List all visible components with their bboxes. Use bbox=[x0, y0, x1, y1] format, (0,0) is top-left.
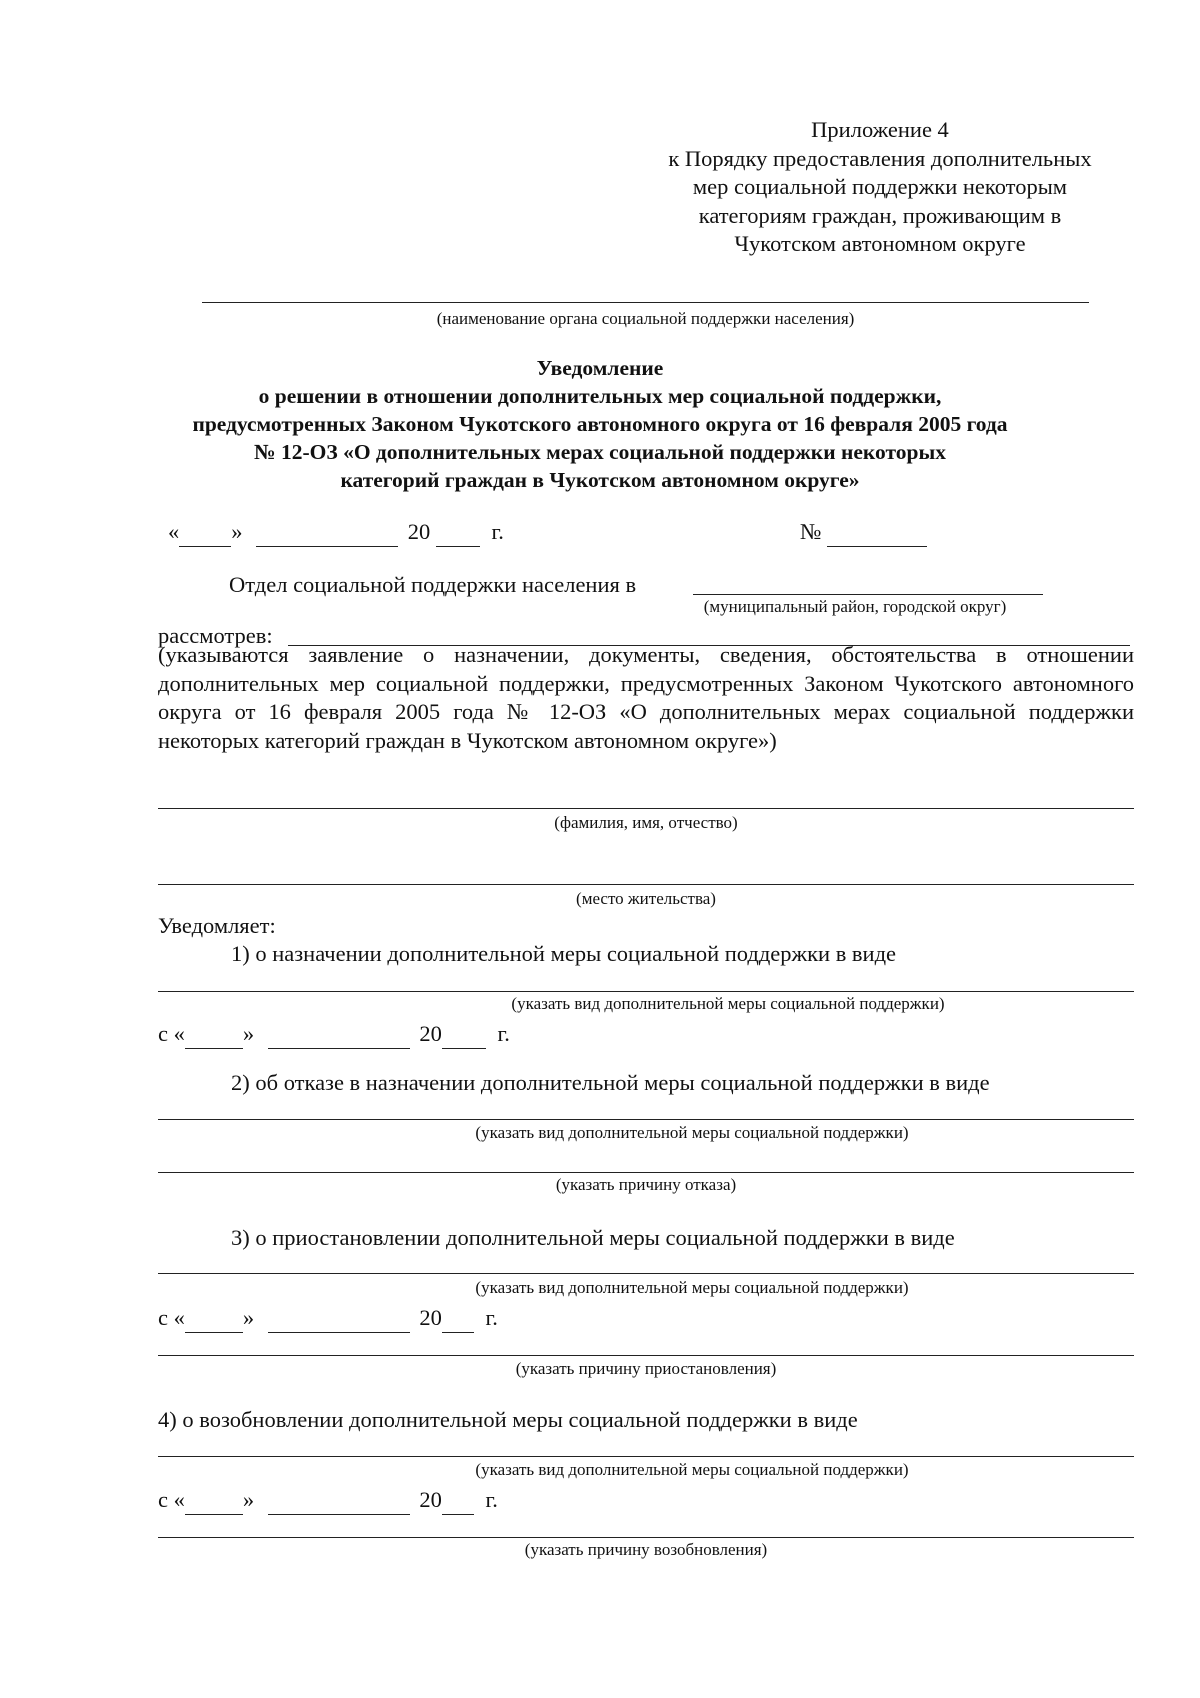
item-3-month-blank[interactable] bbox=[268, 1304, 410, 1333]
title-line-1: Уведомление bbox=[536, 356, 664, 380]
date-year-blank[interactable] bbox=[436, 518, 480, 547]
item-1-from-date bbox=[158, 1020, 510, 1049]
municipality-caption: (муниципальный район, городской округ) bbox=[703, 597, 1007, 616]
item-4-year-suffix: г. bbox=[485, 1487, 498, 1512]
item-4-measure-line[interactable] bbox=[158, 1456, 1134, 1457]
item-1-year-prefix: 20 bbox=[419, 1021, 442, 1046]
item-1-year-suffix: г. bbox=[497, 1021, 510, 1046]
item-4-year-prefix: 20 bbox=[419, 1487, 442, 1512]
item-1-month-blank[interactable] bbox=[268, 1020, 410, 1049]
appendix-line-4: категориям граждан, проживающим в bbox=[698, 202, 1062, 228]
item-4-month-blank[interactable] bbox=[268, 1486, 410, 1515]
organ-name-caption: (наименование органа социальной поддержки населения) bbox=[436, 309, 855, 328]
residence-caption: (место жительства) bbox=[576, 889, 716, 908]
department-text: Отдел социальной поддержки населения в bbox=[229, 572, 637, 597]
municipality-line[interactable] bbox=[693, 594, 1043, 595]
item-3-from-date bbox=[158, 1304, 498, 1333]
notifies-label: Уведомляет: bbox=[158, 913, 276, 938]
title-line-2: о решении в отношении дополнительных мер социальной поддержки, bbox=[258, 384, 942, 408]
item-2-measure-line[interactable] bbox=[158, 1119, 1134, 1120]
item-4-from-date bbox=[158, 1486, 498, 1515]
item-3-measure-line[interactable] bbox=[158, 1273, 1134, 1274]
item-4-year-blank[interactable] bbox=[442, 1486, 474, 1515]
appendix-line-2: к Порядку предоставления дополнительных bbox=[668, 145, 1092, 171]
item-4-day-blank[interactable] bbox=[185, 1486, 243, 1515]
item-3-from-prefix: с « bbox=[158, 1305, 185, 1330]
item-3-reason-caption: (указать причину приостановления) bbox=[515, 1359, 777, 1378]
title-line-3: предусмотренных Законом Чукотского автономного округа от 16 февраля 2005 года bbox=[192, 412, 1008, 436]
item-3-measure-caption: (указать вид дополнительной меры социальной поддержки) bbox=[475, 1278, 909, 1297]
title-line-4: № 12-ОЗ «О дополнительных мерах социальной поддержки некоторых bbox=[254, 440, 946, 464]
appendix-line-3: мер социальной поддержки некоторым bbox=[692, 174, 1068, 199]
item-1-year-blank[interactable] bbox=[442, 1020, 486, 1049]
item-3-reason-line[interactable] bbox=[158, 1355, 1134, 1356]
considered-label: рассмотрев: bbox=[158, 623, 273, 648]
item-4-reason-line[interactable] bbox=[158, 1537, 1134, 1538]
item-2-reason-line[interactable] bbox=[158, 1172, 1134, 1173]
date-open-quote: « bbox=[168, 519, 180, 544]
item-1-day-blank[interactable] bbox=[185, 1020, 243, 1049]
item-4-from-prefix: с « bbox=[158, 1487, 185, 1512]
number-sign: № bbox=[800, 519, 822, 544]
date-month-blank[interactable] bbox=[256, 518, 398, 547]
item-4-close-quote: » bbox=[242, 1487, 255, 1512]
appendix-line-1: Приложение 4 bbox=[811, 117, 949, 142]
residence-line[interactable] bbox=[158, 884, 1134, 885]
item-4-text: 4) о возобновлении дополнительной меры социальной поддержки в виде bbox=[158, 1407, 858, 1432]
date-year-suffix: г. bbox=[491, 519, 504, 544]
item-1-from-prefix: с « bbox=[158, 1021, 185, 1046]
item-3-year-blank[interactable] bbox=[442, 1304, 474, 1333]
item-4-reason-caption: (указать причину возобновления) bbox=[524, 1540, 768, 1559]
date-year-prefix: 20 bbox=[407, 519, 431, 544]
item-1-measure-caption: (указать вид дополнительной меры социальной поддержки) bbox=[511, 994, 945, 1013]
number-field bbox=[800, 518, 927, 547]
appendix-line-5: Чукотском автономном округе bbox=[734, 231, 1026, 256]
item-3-close-quote: » bbox=[242, 1305, 255, 1330]
item-2-text: 2) об отказе в назначении дополнительной меры социальной поддержки в виде bbox=[231, 1070, 990, 1095]
item-3-year-suffix: г. bbox=[485, 1305, 498, 1330]
item-1-measure-line[interactable] bbox=[158, 991, 1134, 992]
date-line bbox=[168, 518, 504, 547]
organ-name-line[interactable] bbox=[202, 302, 1089, 303]
item-3-text: 3) о приостановлении дополнительной меры социальной поддержки в виде bbox=[231, 1225, 955, 1250]
item-3-year-prefix: 20 bbox=[419, 1305, 442, 1330]
date-close-quote: » bbox=[231, 519, 243, 544]
title-line-5: категорий граждан в Чукотском автономном округе» bbox=[340, 468, 860, 492]
considered-explanation: (указываются заявление о назначении, документы, сведения, обстоятельства в отношении дополнительных мер социальной поддержки, предусмотренных Законом Чукотского автономного округа от 16 февраля 2005 года № 12-ОЗ «О дополнительных мерах социальной поддержки некоторых категорий граждан в Чукотском автономном округе») bbox=[158, 642, 1134, 753]
item-1-close-quote: » bbox=[242, 1021, 255, 1046]
item-1-text: 1) о назначении дополнительной меры социальной поддержки в виде bbox=[231, 941, 897, 966]
date-day-blank[interactable] bbox=[179, 518, 231, 547]
fio-caption: (фамилия, имя, отчество) bbox=[554, 813, 738, 832]
appendix-block bbox=[620, 116, 1140, 259]
item-4-measure-caption: (указать вид дополнительной меры социальной поддержки) bbox=[475, 1460, 909, 1479]
number-blank[interactable] bbox=[827, 518, 927, 547]
item-2-reason-caption: (указать причину отказа) bbox=[555, 1175, 737, 1194]
fio-line[interactable] bbox=[158, 808, 1134, 809]
item-2-measure-caption: (указать вид дополнительной меры социальной поддержки) bbox=[475, 1123, 909, 1142]
document-title bbox=[100, 354, 1100, 494]
item-3-day-blank[interactable] bbox=[185, 1304, 243, 1333]
